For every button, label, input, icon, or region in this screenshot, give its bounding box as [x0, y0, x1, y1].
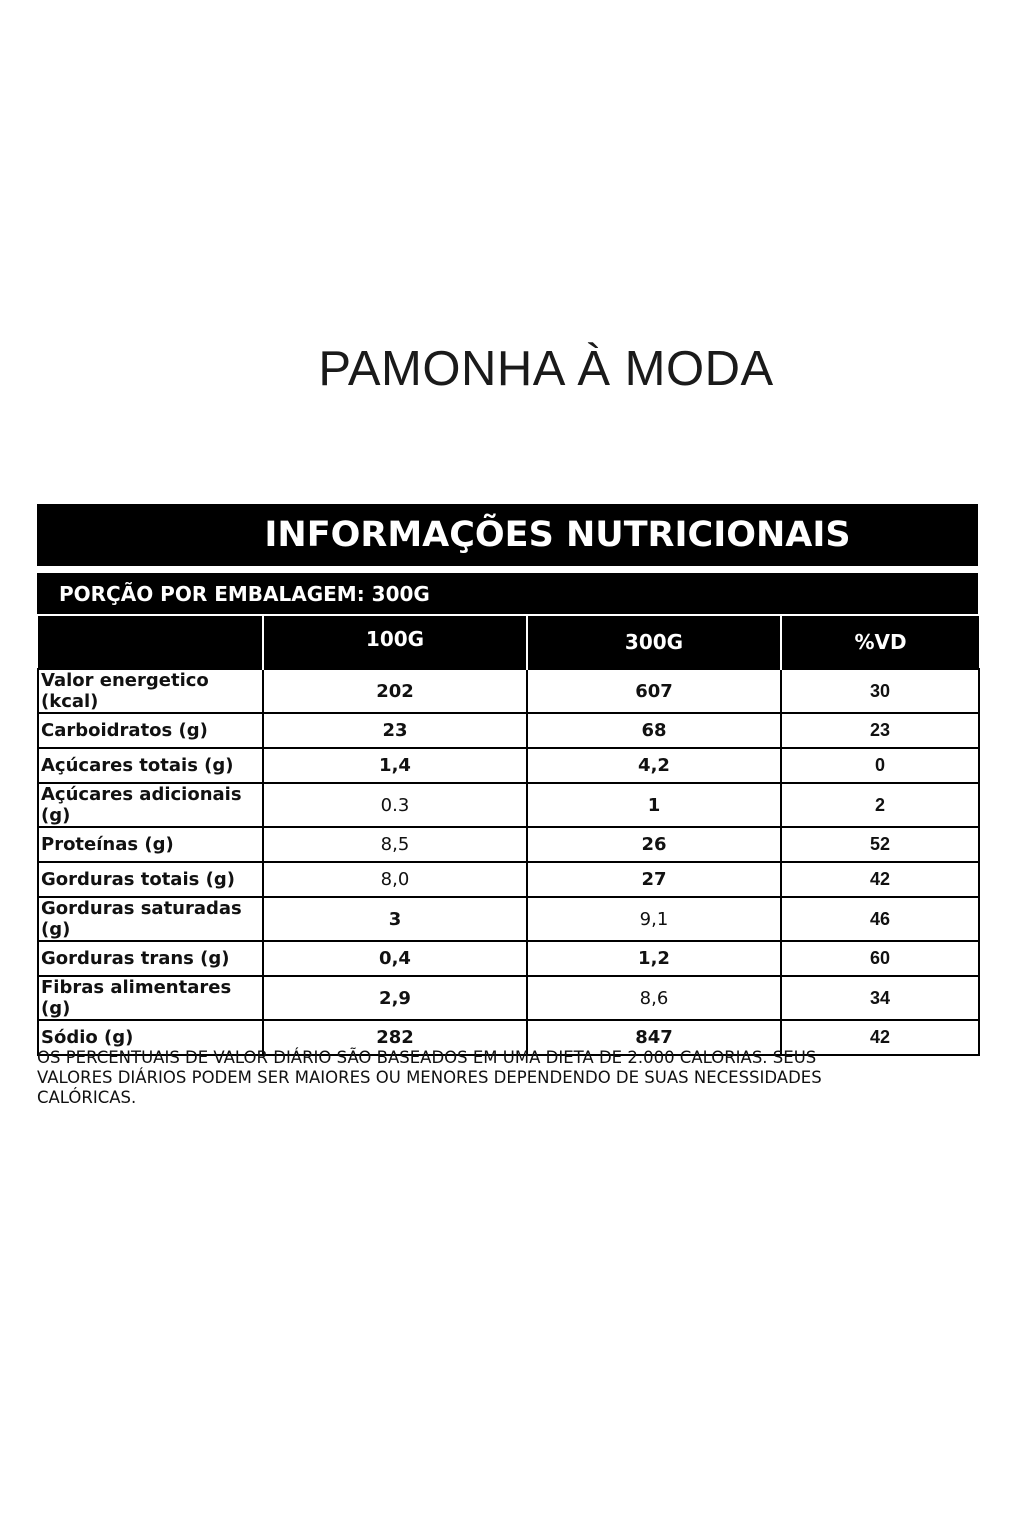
table-row	[38, 748, 979, 783]
value-300g: 607	[527, 669, 781, 713]
value-vd: 46	[781, 897, 979, 941]
footnote-line: OS PERCENTUAIS DE VALOR DIÁRIO SÃO BASEADOS EM UMA DIETA DE 2.000 CALORIAS. SEUS	[37, 1048, 817, 1067]
value-300g: 27	[527, 862, 781, 897]
value-300g: 847	[527, 1020, 781, 1055]
nutrient-name: Gorduras trans (g)	[38, 941, 263, 976]
footnote-line: CALÓRICAS.	[37, 1088, 137, 1107]
value-vd: 42	[781, 1020, 979, 1055]
nutrient-name: Açúcares adicionais (g)	[38, 783, 263, 827]
value-vd: 0	[781, 748, 979, 783]
nutrient-name: Proteínas (g)	[38, 827, 263, 862]
value-vd: 52	[781, 827, 979, 862]
column-header-300g: 300G	[527, 616, 781, 669]
nutrient-name: Gorduras totais (g)	[38, 862, 263, 897]
value-100g: 0.3	[263, 783, 527, 827]
table-row	[38, 827, 979, 862]
value-300g: 4,2	[527, 748, 781, 783]
nutrient-name: Gorduras saturadas (g)	[38, 897, 263, 941]
nutrition-table-header	[38, 616, 979, 669]
value-300g: 8,6	[527, 976, 781, 1020]
nutrient-name: Fibras alimentares (g)	[38, 976, 263, 1020]
value-100g: 23	[263, 713, 527, 748]
value-100g: 2,9	[263, 976, 527, 1020]
table-row	[38, 783, 979, 827]
value-100g: 282	[263, 1020, 527, 1055]
value-300g: 1	[527, 783, 781, 827]
nutrient-name: Sódio (g)	[38, 1020, 263, 1055]
column-header-vd: %VD	[781, 616, 979, 669]
value-vd: 2	[781, 783, 979, 827]
table-row	[38, 976, 979, 1020]
value-vd: 34	[781, 976, 979, 1020]
table-row	[38, 897, 979, 941]
table-row	[38, 669, 979, 713]
value-300g: 9,1	[527, 897, 781, 941]
value-vd: 60	[781, 941, 979, 976]
value-100g: 8,5	[263, 827, 527, 862]
value-vd: 23	[781, 713, 979, 748]
nutrient-name: Açúcares totais (g)	[38, 748, 263, 783]
value-100g: 202	[263, 669, 527, 713]
value-100g: 3	[263, 897, 527, 941]
value-300g: 68	[527, 713, 781, 748]
footnote-line: VALORES DIÁRIOS PODEM SER MAIORES OU MENORES DEPENDENDO DE SUAS NECESSIDADES	[37, 1068, 822, 1087]
value-100g: 1,4	[263, 748, 527, 783]
product-title: PAMONHA À MODA	[318, 342, 774, 396]
table-row	[38, 713, 979, 748]
nutrition-label-header: INFORMAÇÕES NUTRICIONAIS	[37, 504, 978, 566]
column-header-100g: 100G	[263, 616, 527, 669]
table-row	[38, 862, 979, 897]
nutrition-table	[37, 616, 980, 1056]
value-vd: 30	[781, 669, 979, 713]
value-300g: 1,2	[527, 941, 781, 976]
nutrient-name: Valor energetico (kcal)	[38, 669, 263, 713]
value-vd: 42	[781, 862, 979, 897]
daily-value-footnote	[37, 1048, 937, 1108]
nutrient-name: Carboidratos (g)	[38, 713, 263, 748]
column-header-nutrient	[38, 616, 263, 669]
value-100g: 0,4	[263, 941, 527, 976]
value-300g: 26	[527, 827, 781, 862]
value-100g: 8,0	[263, 862, 527, 897]
table-row	[38, 941, 979, 976]
serving-size-bar: PORÇÃO POR EMBALAGEM: 300G	[37, 573, 978, 614]
